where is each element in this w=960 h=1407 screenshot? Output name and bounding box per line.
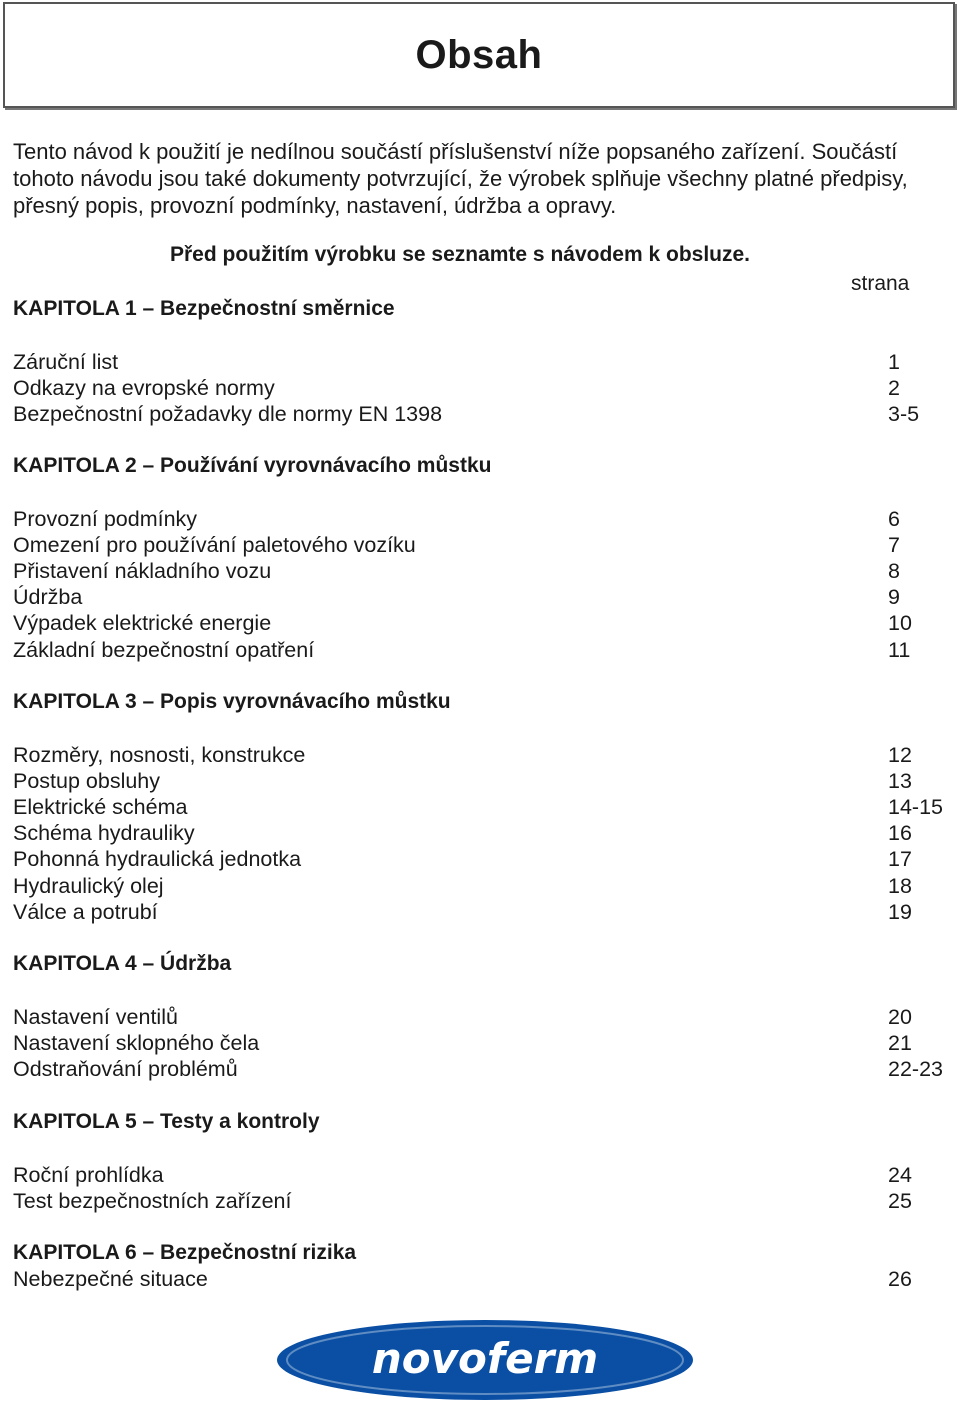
toc-entry[interactable] xyxy=(13,1188,953,1214)
toc-entry-page: 21 xyxy=(888,1031,912,1055)
toc-entry-page: 9 xyxy=(888,585,900,609)
toc-entry-page: 24 xyxy=(888,1163,912,1187)
toc-entry[interactable] xyxy=(13,794,953,820)
logo-text: novoferm xyxy=(371,1334,599,1383)
chapter-heading: KAPITOLA 4 – Údržba xyxy=(13,952,232,975)
toc-entry-label: Odkazy na evropské normy xyxy=(13,376,275,400)
toc-entry[interactable] xyxy=(13,1266,953,1292)
novoferm-logo-mark xyxy=(275,1318,695,1402)
toc-entry-page: 19 xyxy=(888,900,912,924)
novoferm-logo xyxy=(275,1318,695,1407)
toc-entry-label: Postup obsluhy xyxy=(13,769,161,793)
toc-entry-label: Pohonná hydraulická jednotka xyxy=(13,847,302,871)
toc-entry-label: Záruční list xyxy=(13,350,119,374)
toc-entry[interactable] xyxy=(13,873,953,899)
toc-entry-page: 22-23 xyxy=(888,1057,943,1081)
toc-entry-label: Údržba xyxy=(13,585,83,609)
toc-entry-page: 7 xyxy=(888,533,900,557)
toc-entry-label: Rozměry, nosnosti, konstrukce xyxy=(13,743,306,767)
chapter-heading: KAPITOLA 3 – Popis vyrovnávacího můstku xyxy=(13,690,451,713)
toc-entry-page: 16 xyxy=(888,821,912,845)
toc-entry-page: 1 xyxy=(888,350,900,374)
toc-entry-label: Schéma hydrauliky xyxy=(13,821,195,845)
toc-entry-page: 11 xyxy=(888,638,911,662)
toc-entry-page: 10 xyxy=(888,611,912,635)
toc-entry-label: Elektrické schéma xyxy=(13,795,188,819)
toc-entry-label: Nastavení sklopného čela xyxy=(13,1031,260,1055)
toc-entry[interactable] xyxy=(13,349,953,375)
toc-entry-label: Nastavení ventilů xyxy=(13,1005,178,1029)
toc-entry[interactable] xyxy=(13,637,953,663)
toc-entry[interactable] xyxy=(13,584,953,610)
toc-entry[interactable] xyxy=(13,742,953,768)
toc-entry-label: Omezení pro používání paletového vozíku xyxy=(13,533,416,557)
toc-entry-page: 13 xyxy=(888,769,912,793)
intro-paragraph: Tento návod k použití je nedílnou součástí příslušenství níže popsaného zařízení. Součástí tohoto návodu jsou také dokumenty potvrzující, že výrobek splňuje všechny platné předpisy, přesný popis, provozní podmínky, nastavení, údržba a opravy. xyxy=(13,139,908,218)
chapter-heading: KAPITOLA 5 – Testy a kontroly xyxy=(13,1110,320,1133)
toc-entry[interactable] xyxy=(13,820,953,846)
toc-entry-page: 6 xyxy=(888,507,900,531)
toc-entry[interactable] xyxy=(13,558,953,584)
toc-entry[interactable] xyxy=(13,506,953,532)
toc-entry-label: Základní bezpečnostní opatření xyxy=(13,638,315,662)
toc-entry-page: 12 xyxy=(888,743,912,767)
chapter-heading: KAPITOLA 1 – Bezpečnostní směrnice xyxy=(13,297,395,320)
toc-entry-page: 2 xyxy=(888,376,900,400)
toc-entry-page: 3-5 xyxy=(888,402,920,426)
toc-entry-label: Přistavení nákladního vozu xyxy=(13,559,272,583)
toc-entry-page: 25 xyxy=(888,1189,912,1213)
toc-entry-label: Roční prohlídka xyxy=(13,1163,164,1187)
toc-entry-label: Bezpečnostní požadavky dle normy EN 1398 xyxy=(13,402,443,426)
toc-entry[interactable] xyxy=(13,768,953,794)
toc-entry[interactable] xyxy=(13,401,953,427)
toc-entry[interactable] xyxy=(13,1004,953,1030)
toc-entry[interactable] xyxy=(13,1162,953,1188)
toc-entry[interactable] xyxy=(13,375,953,401)
toc-entry-label: Test bezpečnostních zařízení xyxy=(13,1189,292,1213)
page-title: Obsah xyxy=(415,32,543,77)
title-box xyxy=(3,2,955,108)
toc-entry-page: 8 xyxy=(888,559,900,583)
toc-entry-label: Provozní podmínky xyxy=(13,507,198,531)
toc-entry-page: 26 xyxy=(888,1267,912,1291)
chapter-heading: KAPITOLA 2 – Používání vyrovnávacího můstku xyxy=(13,454,492,477)
page-column-label: strana xyxy=(851,272,910,295)
toc-entry-label: Válce a potrubí xyxy=(13,900,158,924)
toc-entry[interactable] xyxy=(13,532,953,558)
toc-entry[interactable] xyxy=(13,1030,953,1056)
toc-entry-page: 18 xyxy=(888,874,912,898)
toc-entry-page: 17 xyxy=(888,847,912,871)
toc-entry-page: 14-15 xyxy=(888,795,943,819)
toc-entry-label: Nebezpečné situace xyxy=(13,1267,208,1291)
toc-entry-label: Výpadek elektrické energie xyxy=(13,611,272,635)
toc-entry[interactable] xyxy=(13,610,953,636)
toc-entry-label: Odstraňování problémů xyxy=(13,1057,238,1081)
toc-entry[interactable] xyxy=(13,846,953,872)
chapter-heading: KAPITOLA 6 – Bezpečnostní rizika xyxy=(13,1241,357,1264)
toc-entry-page: 20 xyxy=(888,1005,912,1029)
toc-entry-label: Hydraulický olej xyxy=(13,874,164,898)
toc-entry[interactable] xyxy=(13,1056,953,1082)
notice-text: Před použitím výrobku se seznamte s návodem k obsluze. xyxy=(170,243,751,266)
toc-entry[interactable] xyxy=(13,899,953,925)
